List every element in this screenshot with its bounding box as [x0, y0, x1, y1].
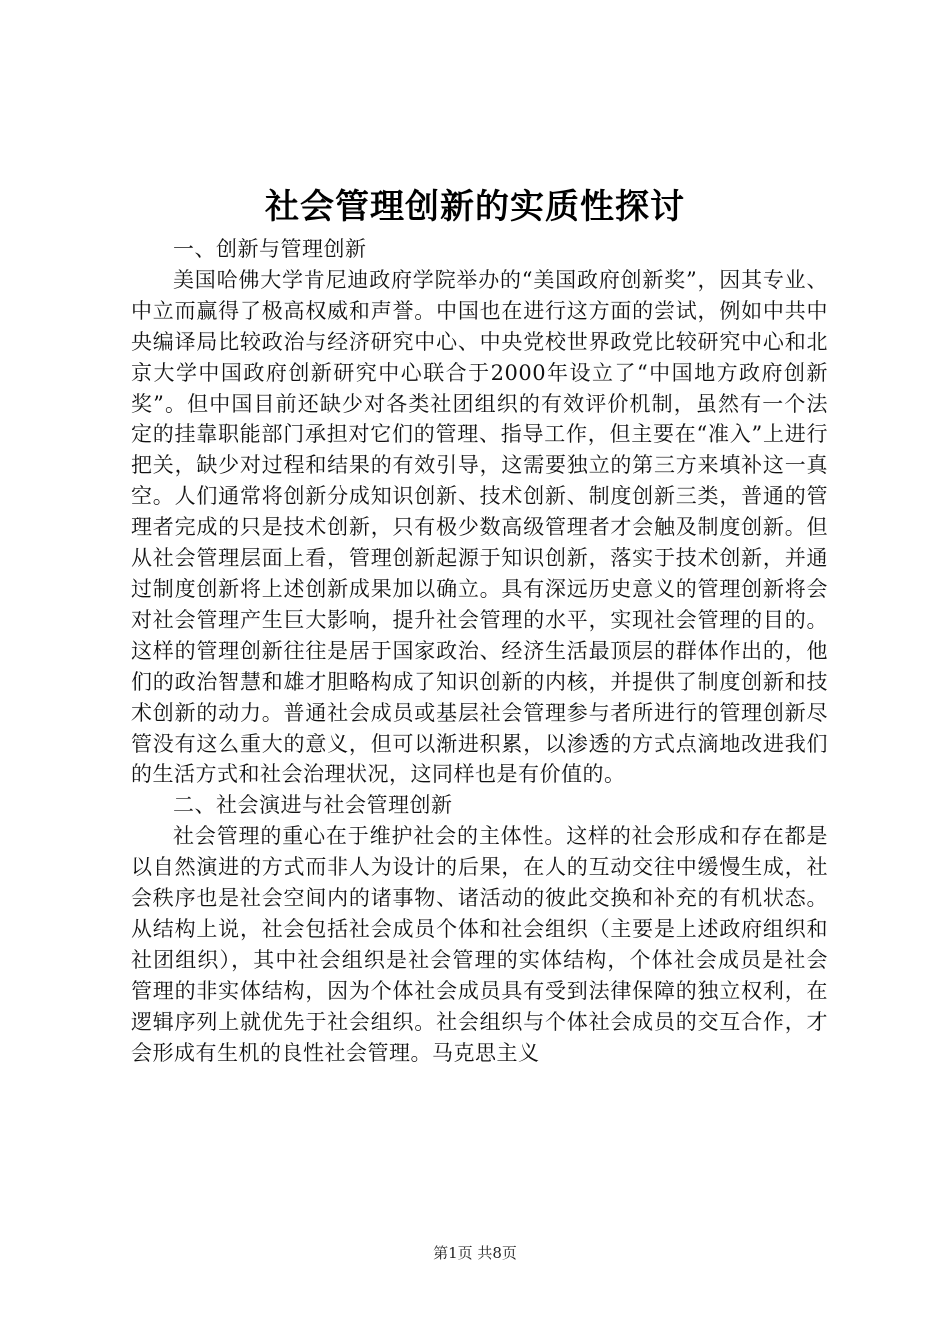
paragraph-1: 美国哈佛大学肯尼迪政府学院举办的“美国政府创新奖”，因其专业、中立而赢得了极高权威和声誉。中国也在进行这方面的尝试，例如中共中央编译局比较政治与经济研究中心、中央党校世界政党比较研究中心和北京大学中国政府创新研究中心联合于2000年设立了“中国地方政府创新奖”。但中国目前还缺少对各类社团组织的有效评价机制，虽然有一个法定的挂靠职能部门承担对它们的管理、指导工作，但主要在“准入”上进行把关，缺少对过程和结果的有效引导，这需要独立的第三方来填补这一真空。人们通常将创新分成知识创新、技术创新、制度创新三类，普通的管理者完成的只是技术创新，只有极少数高级管理者才会触及制度创新。但从社会管理层面上看，管理创新起源于知识创新，落实于技术创新，并通过制度创新将上述创新成果加以确立。具有深远历史意义的管理创新将会对社会管理产生巨大影响，提升社会管理的水平，实现社会管理的目的。这样的管理创新往往是居于国家政治、经济生活最顶层的群体作出的，他们的政治智慧和雄才胆略构成了知识创新的内核，并提供了制度创新和技术创新的动力。普通社会成员或基层社会管理参与者所进行的管理创新尽管没有这么重大的意义，但可以渐进积累，以渗透的方式点滴地改进我们的生活方式和社会治理状况，这同样也是有价值的。 [131, 267, 828, 787]
section-heading-2: 二、社会演进与社会管理创新 [173, 793, 453, 818]
document-body [131, 234, 828, 1068]
page-footer: 第1页 共8页 [433, 1244, 517, 1262]
paragraph-2: 社会管理的重心在于维护社会的主体性。这样的社会形成和存在都是以自然演进的方式而非人为设计的后果，在人的互动交往中缓慢生成，社会秩序也是社会空间内的诸事物、诸活动的彼此交换和补充的有机状态。从结构上说，社会包括社会成员个体和社会组织（主要是上述政府组织和社团组织），其中社会组织是社会管理的实体结构，个体社会成员是社会管理的非实体结构，因为个体社会成员具有受到法律保障的独立权利，在逻辑序列上就优先于社会组织。社会组织与个体社会成员的交互合作，才会形成有生机的良性社会管理。马克思主义 [131, 824, 828, 1065]
document-title: 社会管理创新的实质性探讨 [265, 187, 685, 227]
section-heading-1: 一、创新与管理创新 [173, 237, 367, 261]
